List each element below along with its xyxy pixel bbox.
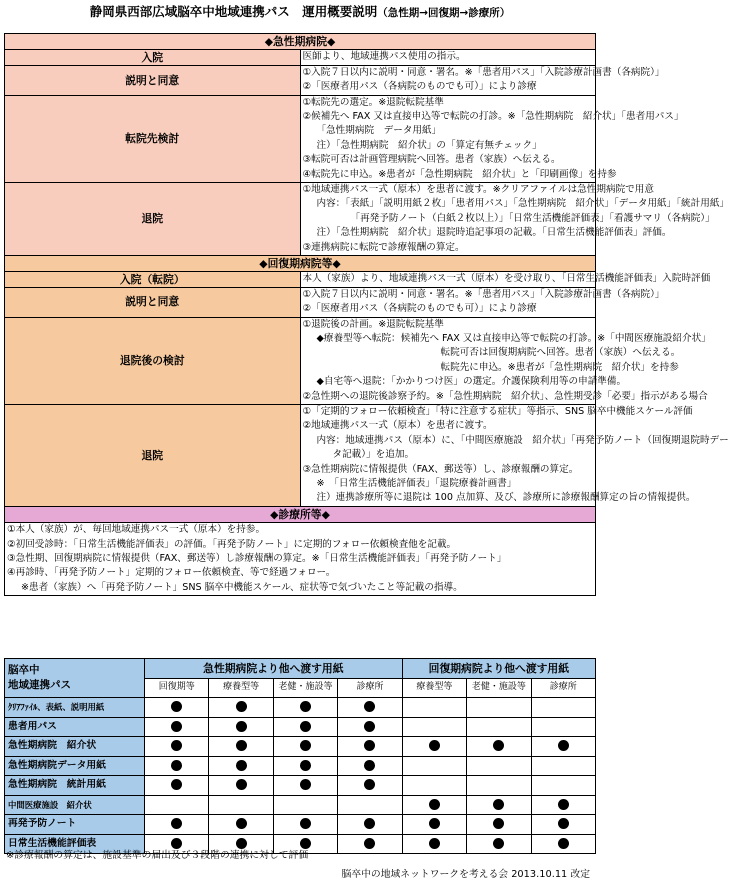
text-line: ②初回受診時：「日常生活機能評価表」の評価。「再発予防ノート」に定期的フォロー依頼検査他を記載。 xyxy=(7,538,457,550)
text-line: ④転院先に申込。※患者が「急性期病院 紹介状」と「印刷画像」を持参 xyxy=(302,168,617,180)
text-line: 医師より、地域連携パス使用の指示。 xyxy=(302,51,466,63)
row-label: 説明と同意 xyxy=(5,287,301,317)
matrix-row-label: 急性期病院 紹介状 xyxy=(5,737,145,757)
row-content xyxy=(300,95,684,182)
overview-table xyxy=(4,33,729,596)
filled-circle-icon xyxy=(558,838,569,849)
filled-circle-icon xyxy=(171,740,182,751)
filled-circle-icon xyxy=(300,838,311,849)
row-label: 退院 xyxy=(5,183,301,256)
text-line: 内容：「表紙」「説明用紙２枚」「患者用パス」「急性期病院 紹介状」「データ用紙」「統計用紙」 xyxy=(316,198,729,210)
recovery-discharge-row xyxy=(5,404,596,506)
text-line: ①転院先の選定。※退院転院基準 xyxy=(302,96,444,108)
matrix-row xyxy=(5,795,596,815)
row-label: 説明と同意 xyxy=(5,65,301,95)
title-sub: （急性期→回復期→診療所） xyxy=(377,7,511,19)
matrix-cell xyxy=(209,737,273,757)
text-line: 転院先に申込。※患者が「急性期病院 紹介状」を持参 xyxy=(440,361,679,373)
filled-circle-icon xyxy=(558,799,569,810)
filled-circle-icon xyxy=(429,799,440,810)
text-line: 転院可否は回復期病院へ回答。患者（家族）へ伝える。 xyxy=(440,347,681,359)
filled-circle-icon xyxy=(300,701,311,712)
matrix-cell xyxy=(273,776,337,796)
text-line: ④再診時、「再発予防ノート」定期的フォロー依頼検査、等で経過フォロー。 xyxy=(7,567,336,579)
recovery-post-row xyxy=(5,317,596,404)
filled-circle-icon xyxy=(558,818,569,829)
text-line: ①地域連携パス一式（原本）を患者に渡す。※クリアファイルは急性期病院で用意 xyxy=(302,184,654,195)
filled-circle-icon xyxy=(300,779,311,790)
matrix-cell xyxy=(145,776,209,796)
column-header: 老健・施設等 xyxy=(467,678,531,698)
matrix-cell xyxy=(338,815,402,835)
matrix-cell xyxy=(467,737,531,757)
matrix-cell xyxy=(209,698,273,718)
matrix-cell xyxy=(338,756,402,776)
matrix-cell xyxy=(531,717,595,737)
section-acute xyxy=(5,34,596,50)
document-matrix xyxy=(4,658,596,854)
group-recovery-header: 回復期病院より他へ渡す用紙 xyxy=(402,659,595,679)
footnote: ※診療報酬の算定は、施設基準の届出及び３段階の連携に対して評価 xyxy=(6,850,309,861)
row-label: 入院 xyxy=(5,50,301,65)
filled-circle-icon xyxy=(171,779,182,790)
acute-consent-row xyxy=(5,65,596,95)
column-header: 療養型等 xyxy=(402,678,466,698)
matrix-cell xyxy=(273,698,337,718)
matrix-cell xyxy=(531,737,595,757)
matrix-cell xyxy=(402,776,466,796)
text-line: ②急性期への退院後診察予約。※「急性期病院 紹介状」、急性期受診「必要」指示がある場合 xyxy=(302,390,708,402)
filled-circle-icon xyxy=(236,838,247,849)
text-line: ①入院７日以内に説明・同意・署名。※「患者用パス」「入院診療計画書（各病院）」 xyxy=(302,288,665,300)
row-content xyxy=(300,65,665,95)
title-main: 静岡県西部広域脳卒中地域連携パス 運用概要説明 xyxy=(89,4,378,19)
matrix-cell xyxy=(338,776,402,796)
matrix-cell xyxy=(467,756,531,776)
filled-circle-icon xyxy=(236,818,247,829)
column-header: 老健・施設等 xyxy=(273,678,337,698)
matrix-cell xyxy=(467,795,531,815)
text-line: ①「定期的フォロー依頼検査」「特に注意する症状」等指示、SNS 脳卒中機能スケール評価 xyxy=(302,405,693,417)
acute-transfer-row xyxy=(5,95,596,182)
recovery-admission-row xyxy=(5,272,596,287)
filled-circle-icon xyxy=(236,760,247,771)
matrix-cell xyxy=(531,698,595,718)
matrix-cell xyxy=(467,776,531,796)
matrix-cell xyxy=(145,815,209,835)
text-line: ②地域連携パス一式（原本）を患者に渡す。 xyxy=(302,420,493,432)
filled-circle-icon xyxy=(171,721,182,732)
matrix-cell xyxy=(531,795,595,815)
row-label: 退院後の検討 xyxy=(5,317,301,404)
text-line: 「急性期病院 データ用紙」 xyxy=(316,125,442,137)
row-content xyxy=(300,272,711,287)
matrix-row xyxy=(5,776,596,796)
filled-circle-icon xyxy=(493,799,504,810)
matrix-cell xyxy=(338,834,402,854)
matrix-cell xyxy=(209,815,273,835)
matrix-row xyxy=(5,756,596,776)
filled-circle-icon xyxy=(236,779,247,790)
recovery-consent-row xyxy=(5,287,596,317)
matrix-cell xyxy=(402,737,466,757)
section-acute-header: ◆急性期病院◆ xyxy=(5,34,596,50)
matrix-cell xyxy=(338,795,402,815)
text-line: 注）「急性期病院 紹介状」退院時追記事項の記載。「日常生活機能評価表」評価。 xyxy=(316,227,672,239)
filled-circle-icon xyxy=(364,838,375,849)
matrix-row-label: 日常生活機能評価表 xyxy=(5,834,145,854)
matrix-cell xyxy=(338,698,402,718)
matrix-row-label: ｸﾘｱﾌｧｲﾙ、表紙、説明用紙 xyxy=(5,698,145,718)
matrix-row-label: 中間医療施設 紹介状 xyxy=(5,795,145,815)
filled-circle-icon xyxy=(493,838,504,849)
corner-line1: 脳卒中 xyxy=(8,664,40,676)
filled-circle-icon xyxy=(364,701,375,712)
matrix-cell xyxy=(402,698,466,718)
row-content xyxy=(300,183,729,256)
filled-circle-icon xyxy=(429,740,440,751)
filled-circle-icon xyxy=(364,818,375,829)
matrix-row-label: 再発予防ノート xyxy=(5,815,145,835)
matrix-cell xyxy=(402,834,466,854)
matrix-cell xyxy=(209,795,273,815)
acute-admission-row xyxy=(5,50,596,65)
matrix-cell xyxy=(273,737,337,757)
matrix-cell xyxy=(145,737,209,757)
filled-circle-icon xyxy=(558,740,569,751)
text-line: ②「医療者用パス（各病院のものでも可）」により診療 xyxy=(302,303,537,315)
filled-circle-icon xyxy=(171,838,182,849)
text-line: ※ 「日常生活機能評価表」「退院療養計画書」 xyxy=(316,477,517,489)
acute-discharge-row xyxy=(5,183,596,256)
matrix-row xyxy=(5,737,596,757)
group-acute-header: 急性期病院より他へ渡す用紙 xyxy=(145,659,403,679)
text-line: 注）連携診療所等に退院は 100 点加算、及び、診療所に診療報酬算定の旨の情報提供。 xyxy=(316,492,696,504)
matrix-cell xyxy=(209,756,273,776)
text-line: 内容：地域連携パス（原本）に、「中間医療施設 紹介状」「再発予防ノート（回復期退院時デー xyxy=(316,434,729,446)
text-line: ①退院後の計画。※退院転院基準 xyxy=(302,318,444,330)
text-line: ①入院７日以内に説明・同意・署名。※「患者用パス」「入院診療計画書（各病院）」 xyxy=(302,66,665,78)
row-label: 転院先検討 xyxy=(5,95,301,182)
matrix-cell xyxy=(402,756,466,776)
filled-circle-icon xyxy=(171,701,182,712)
text-line: ②候補先へ FAX 又は直接申込等で転院の打診。※「急性期病院 紹介状」「患者用パス」 xyxy=(302,111,684,123)
column-header: 診療所 xyxy=(338,678,402,698)
matrix-cell xyxy=(531,776,595,796)
filled-circle-icon xyxy=(171,818,182,829)
corner-line2: 地域連携パス xyxy=(8,679,71,691)
matrix-cell xyxy=(338,717,402,737)
matrix-cell xyxy=(273,717,337,737)
row-content xyxy=(300,404,729,506)
matrix-cell xyxy=(402,815,466,835)
filled-circle-icon xyxy=(493,740,504,751)
text-line: ③急性期、回復期病院に情報提供（FAX、郵送等）し診療報酬の算定。※「日常生活機能評価表」「再発予防ノート」 xyxy=(7,552,507,564)
matrix-cell xyxy=(467,834,531,854)
matrix-cell xyxy=(338,737,402,757)
filled-circle-icon xyxy=(300,760,311,771)
matrix-cell xyxy=(531,834,595,854)
text-line: ③連携病院に転院で診療報酬の算定。 xyxy=(302,241,465,253)
row-label: 入院（転院） xyxy=(5,272,301,287)
matrix-row xyxy=(5,815,596,835)
filled-circle-icon xyxy=(429,818,440,829)
text-line: ◆自宅等へ退院：「かかりつけ医」の選定。介護保険利用等の申請準備。 xyxy=(316,376,627,388)
text-line: 注）「急性期病院 紹介状」の「算定有無チェック」 xyxy=(316,139,542,151)
column-header: 回復期等 xyxy=(145,678,209,698)
matrix-cell xyxy=(273,815,337,835)
filled-circle-icon xyxy=(300,818,311,829)
section-clinic-header: ◆診療所等◆ xyxy=(5,506,596,522)
row-content xyxy=(300,287,665,317)
clinic-row xyxy=(5,523,596,596)
filled-circle-icon xyxy=(364,740,375,751)
section-clinic xyxy=(5,506,596,522)
matrix-group-row xyxy=(5,659,596,679)
filled-circle-icon xyxy=(236,701,247,712)
text-line: 本人（家族）より、地域連携パス一式（原本）を受け取り、「日常生活機能評価表」入院時評価 xyxy=(302,273,711,285)
matrix-cell xyxy=(145,698,209,718)
matrix-row-label: 急性期病院 統計用紙 xyxy=(5,776,145,796)
row-label: 退院 xyxy=(5,404,301,506)
matrix-cell xyxy=(531,756,595,776)
matrix-cell xyxy=(145,795,209,815)
filled-circle-icon xyxy=(300,721,311,732)
section-recovery-header: ◆回復期病院等◆ xyxy=(5,255,596,271)
text-line: ③急性期病院に情報提供（FAX、郵送等）し、診療報酬の算定。 xyxy=(302,463,579,475)
filled-circle-icon xyxy=(364,760,375,771)
text-line: ①本人（家族）が、毎回地域連携パス一式（原本）を持参。 xyxy=(7,524,266,536)
matrix-row-label: 患者用パス xyxy=(5,717,145,737)
row-content xyxy=(300,317,711,404)
text-line: ※患者（家族）へ「再発予防ノート」SNS 脳卒中機能スケール、症状等で気づいたこと等記載の指導。 xyxy=(21,581,463,593)
matrix-corner xyxy=(5,659,145,698)
matrix-cell xyxy=(402,795,466,815)
filled-circle-icon xyxy=(364,779,375,790)
matrix-cell xyxy=(145,717,209,737)
matrix-cell xyxy=(209,776,273,796)
matrix-cell xyxy=(145,756,209,776)
text-line: ◆療養型等へ転院：候補先へ FAX 又は直接申込等で転院の打診。※「中間医療施設紹介状」 xyxy=(316,333,711,344)
matrix-cell xyxy=(273,756,337,776)
row-content xyxy=(300,50,596,65)
text-line: ③転院可否は計画管理病院へ回答。患者（家族）へ伝える。 xyxy=(302,154,561,166)
section-recovery xyxy=(5,255,596,271)
matrix-cell xyxy=(531,815,595,835)
filled-circle-icon xyxy=(171,760,182,771)
matrix-row xyxy=(5,717,596,737)
matrix-cell xyxy=(467,698,531,718)
column-header: 療養型等 xyxy=(209,678,273,698)
matrix-cell xyxy=(209,717,273,737)
filled-circle-icon xyxy=(364,721,375,732)
matrix-row-label: 急性期病院データ用紙 xyxy=(5,756,145,776)
text-line: タ記載）」を追加。 xyxy=(332,449,415,461)
row-content xyxy=(5,523,596,596)
text-line: 「再発予防ノート（白紙２枚以上）」「日常生活機能評価表」「看護サマリ（各病院）」 xyxy=(350,212,715,224)
credit: 脳卒中の地域ネットワークを考える会 2013.10.11 改定 xyxy=(341,869,590,880)
matrix-body xyxy=(5,698,596,854)
filled-circle-icon xyxy=(236,740,247,751)
text-line: ②「医療者用パス（各病院のものでも可）」により診療 xyxy=(302,81,537,93)
matrix-cell xyxy=(273,795,337,815)
column-header: 診療所 xyxy=(531,678,595,698)
matrix-cell xyxy=(467,815,531,835)
matrix-cell xyxy=(402,717,466,737)
matrix-cell xyxy=(467,717,531,737)
page-title xyxy=(4,4,596,20)
filled-circle-icon xyxy=(429,838,440,849)
matrix-row xyxy=(5,698,596,718)
filled-circle-icon xyxy=(493,818,504,829)
filled-circle-icon xyxy=(300,740,311,751)
filled-circle-icon xyxy=(236,721,247,732)
